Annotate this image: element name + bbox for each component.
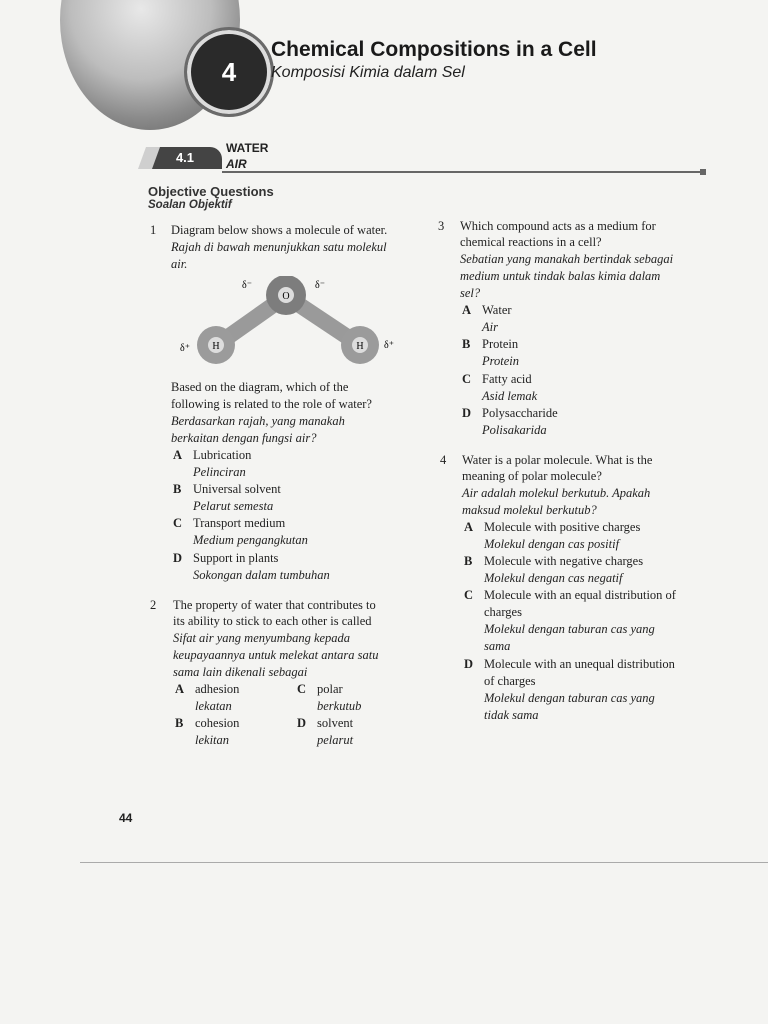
- delta-minus-left: δ⁻: [242, 280, 252, 291]
- option-text-ms: Molekul dengan cas positif: [484, 537, 620, 551]
- option-letter: C: [173, 516, 183, 530]
- section-title: WATER: [226, 141, 269, 155]
- option-text-ms: Molekul dengan taburan cas yang: [484, 691, 655, 705]
- option-letter: A: [464, 520, 474, 534]
- chapter-number: 4: [221, 57, 237, 87]
- option-text-en: cohesion: [195, 716, 240, 730]
- option-text-en: Lubrication: [193, 448, 252, 462]
- option-text-ms: Pelinciran: [193, 465, 246, 479]
- option-letter: D: [297, 716, 307, 730]
- section-subtitle: AIR: [226, 157, 247, 171]
- option-letter: C: [464, 588, 474, 602]
- section-number: 4.1: [175, 150, 195, 165]
- option-letter: B: [175, 716, 184, 730]
- option-text-ms: Molekul dengan taburan cas yang: [484, 622, 655, 636]
- option-text-ms: Polisakarida: [482, 423, 547, 437]
- option-text-en: Molecule with positive charges: [484, 520, 641, 534]
- q1-stem-ms-2: air.: [171, 257, 188, 271]
- option-letter: A: [173, 448, 183, 462]
- section-tab: [148, 147, 222, 169]
- q2-en-1: The property of water that contributes to: [173, 598, 376, 612]
- q1-stem-ms-1: Rajah di bawah menunjukkan satu molekul: [171, 240, 387, 254]
- option-text-ms: Asid lemak: [482, 389, 538, 403]
- option-text-en: Molecule with an equal distribution of: [484, 588, 676, 602]
- heading-ms: Soalan Objektif: [148, 199, 232, 211]
- option-text-ms: Air: [482, 320, 498, 334]
- option-letter: D: [173, 551, 183, 565]
- q1-number: 1: [150, 223, 157, 237]
- q3-ms-3: sel?: [460, 286, 481, 300]
- option-text-en: Molecule with negative charges: [484, 554, 644, 568]
- option-letter: B: [173, 482, 182, 496]
- option-letter: A: [462, 303, 472, 317]
- option-text-en-2: of charges: [484, 674, 536, 688]
- option-text-ms-2: tidak sama: [484, 708, 539, 722]
- q2-ms-1: Sifat air yang menyumbang kepada: [173, 631, 351, 645]
- option-text-en: Support in plants: [193, 551, 279, 565]
- option-text-en-2: charges: [484, 605, 522, 619]
- delta-minus-right: δ⁻: [315, 280, 325, 291]
- q4-en-2: meaning of polar molecule?: [462, 469, 602, 483]
- option-text-ms: lekatan: [195, 699, 232, 713]
- option-letter: B: [462, 337, 471, 351]
- option-text-en: Molecule with an unequal distribution: [484, 657, 675, 671]
- q3-number: 3: [438, 219, 445, 233]
- option-letter: B: [464, 554, 473, 568]
- q2-ms-2: keupayaannya untuk melekat antara satu: [173, 648, 379, 662]
- q1-ask-ms-2: berkaitan dengan fungsi air?: [171, 431, 317, 445]
- option-text-ms: pelarut: [317, 733, 354, 747]
- q2-number: 2: [150, 598, 157, 612]
- option-text-ms: Pelarut semesta: [193, 499, 274, 513]
- option-letter: D: [464, 657, 474, 671]
- q3-en-1: Which compound acts as a medium for: [460, 219, 656, 233]
- option-text-en: polar: [317, 682, 343, 696]
- delta-plus-right: δ⁺: [384, 340, 394, 351]
- option-text-en: solvent: [317, 716, 354, 730]
- q1-stem-en: Diagram below shows a molecule of water.: [171, 223, 388, 237]
- q4-ms-1: Air adalah molekul berkutub. Apakah: [462, 486, 651, 500]
- option-text-ms: lekitan: [195, 733, 230, 747]
- option-text-ms: Sokongan dalam tumbuhan: [193, 568, 330, 582]
- page-bottom-rule: [80, 862, 768, 863]
- option-text-ms-2: sama: [484, 639, 511, 653]
- q1-ask-en-2: following is related to the role of water?: [171, 397, 372, 411]
- heading-en: Objective Questions: [148, 184, 274, 199]
- option-text-ms: Medium pengangkutan: [193, 533, 308, 547]
- option-text-en: Polysaccharide: [482, 406, 558, 420]
- q2-en-2: its ability to stick to each other is called: [173, 614, 372, 628]
- option-letter: C: [462, 372, 472, 386]
- option-text-en: Fatty acid: [482, 372, 532, 386]
- option-letter: D: [462, 406, 472, 420]
- option-text-en: Transport medium: [193, 516, 286, 530]
- q3-ms-2: medium untuk tindak balas kimia dalam: [460, 269, 661, 283]
- q2-ms-3: sama lain dikenali sebagai: [173, 665, 308, 679]
- q4-en-1: Water is a polar molecule. What is the: [462, 453, 653, 467]
- chapter-subtitle: Komposisi Kimia dalam Sel: [271, 64, 465, 81]
- hydrogen-left-label: H: [212, 341, 220, 352]
- q3-en-2: chemical reactions in a cell?: [460, 235, 602, 249]
- option-text-en: Universal solvent: [193, 482, 281, 496]
- q1-ask-ms-1: Berdasarkan rajah, yang manakah: [171, 414, 345, 428]
- chapter-badge: [184, 27, 274, 117]
- q1-ask-en-1: Based on the diagram, which of the: [171, 380, 349, 394]
- option-text-en: Water: [482, 303, 512, 317]
- option-text-en: adhesion: [195, 682, 240, 696]
- option-text-ms: Molekul dengan cas negatif: [484, 571, 623, 585]
- option-letter: C: [297, 682, 307, 696]
- option-text-ms: Protein: [482, 354, 520, 368]
- option-text-ms: berkutub: [317, 699, 362, 713]
- section-divider: [222, 171, 702, 173]
- delta-plus-left: δ⁺: [180, 343, 190, 354]
- q3-ms-1: Sebatian yang manakah bertindak sebagai: [460, 252, 674, 266]
- chapter-title: Chemical Compositions in a Cell: [271, 38, 597, 61]
- page-number: 44: [119, 811, 133, 825]
- hydrogen-right-label: H: [356, 341, 364, 352]
- option-text-en: Protein: [482, 337, 519, 351]
- oxygen-label: O: [282, 291, 290, 302]
- q4-number: 4: [440, 453, 447, 467]
- section-divider-end: [700, 169, 706, 175]
- q4-ms-2: maksud molekul berkutub?: [462, 503, 597, 517]
- water-molecule-diagram: [170, 276, 410, 376]
- option-letter: A: [175, 682, 185, 696]
